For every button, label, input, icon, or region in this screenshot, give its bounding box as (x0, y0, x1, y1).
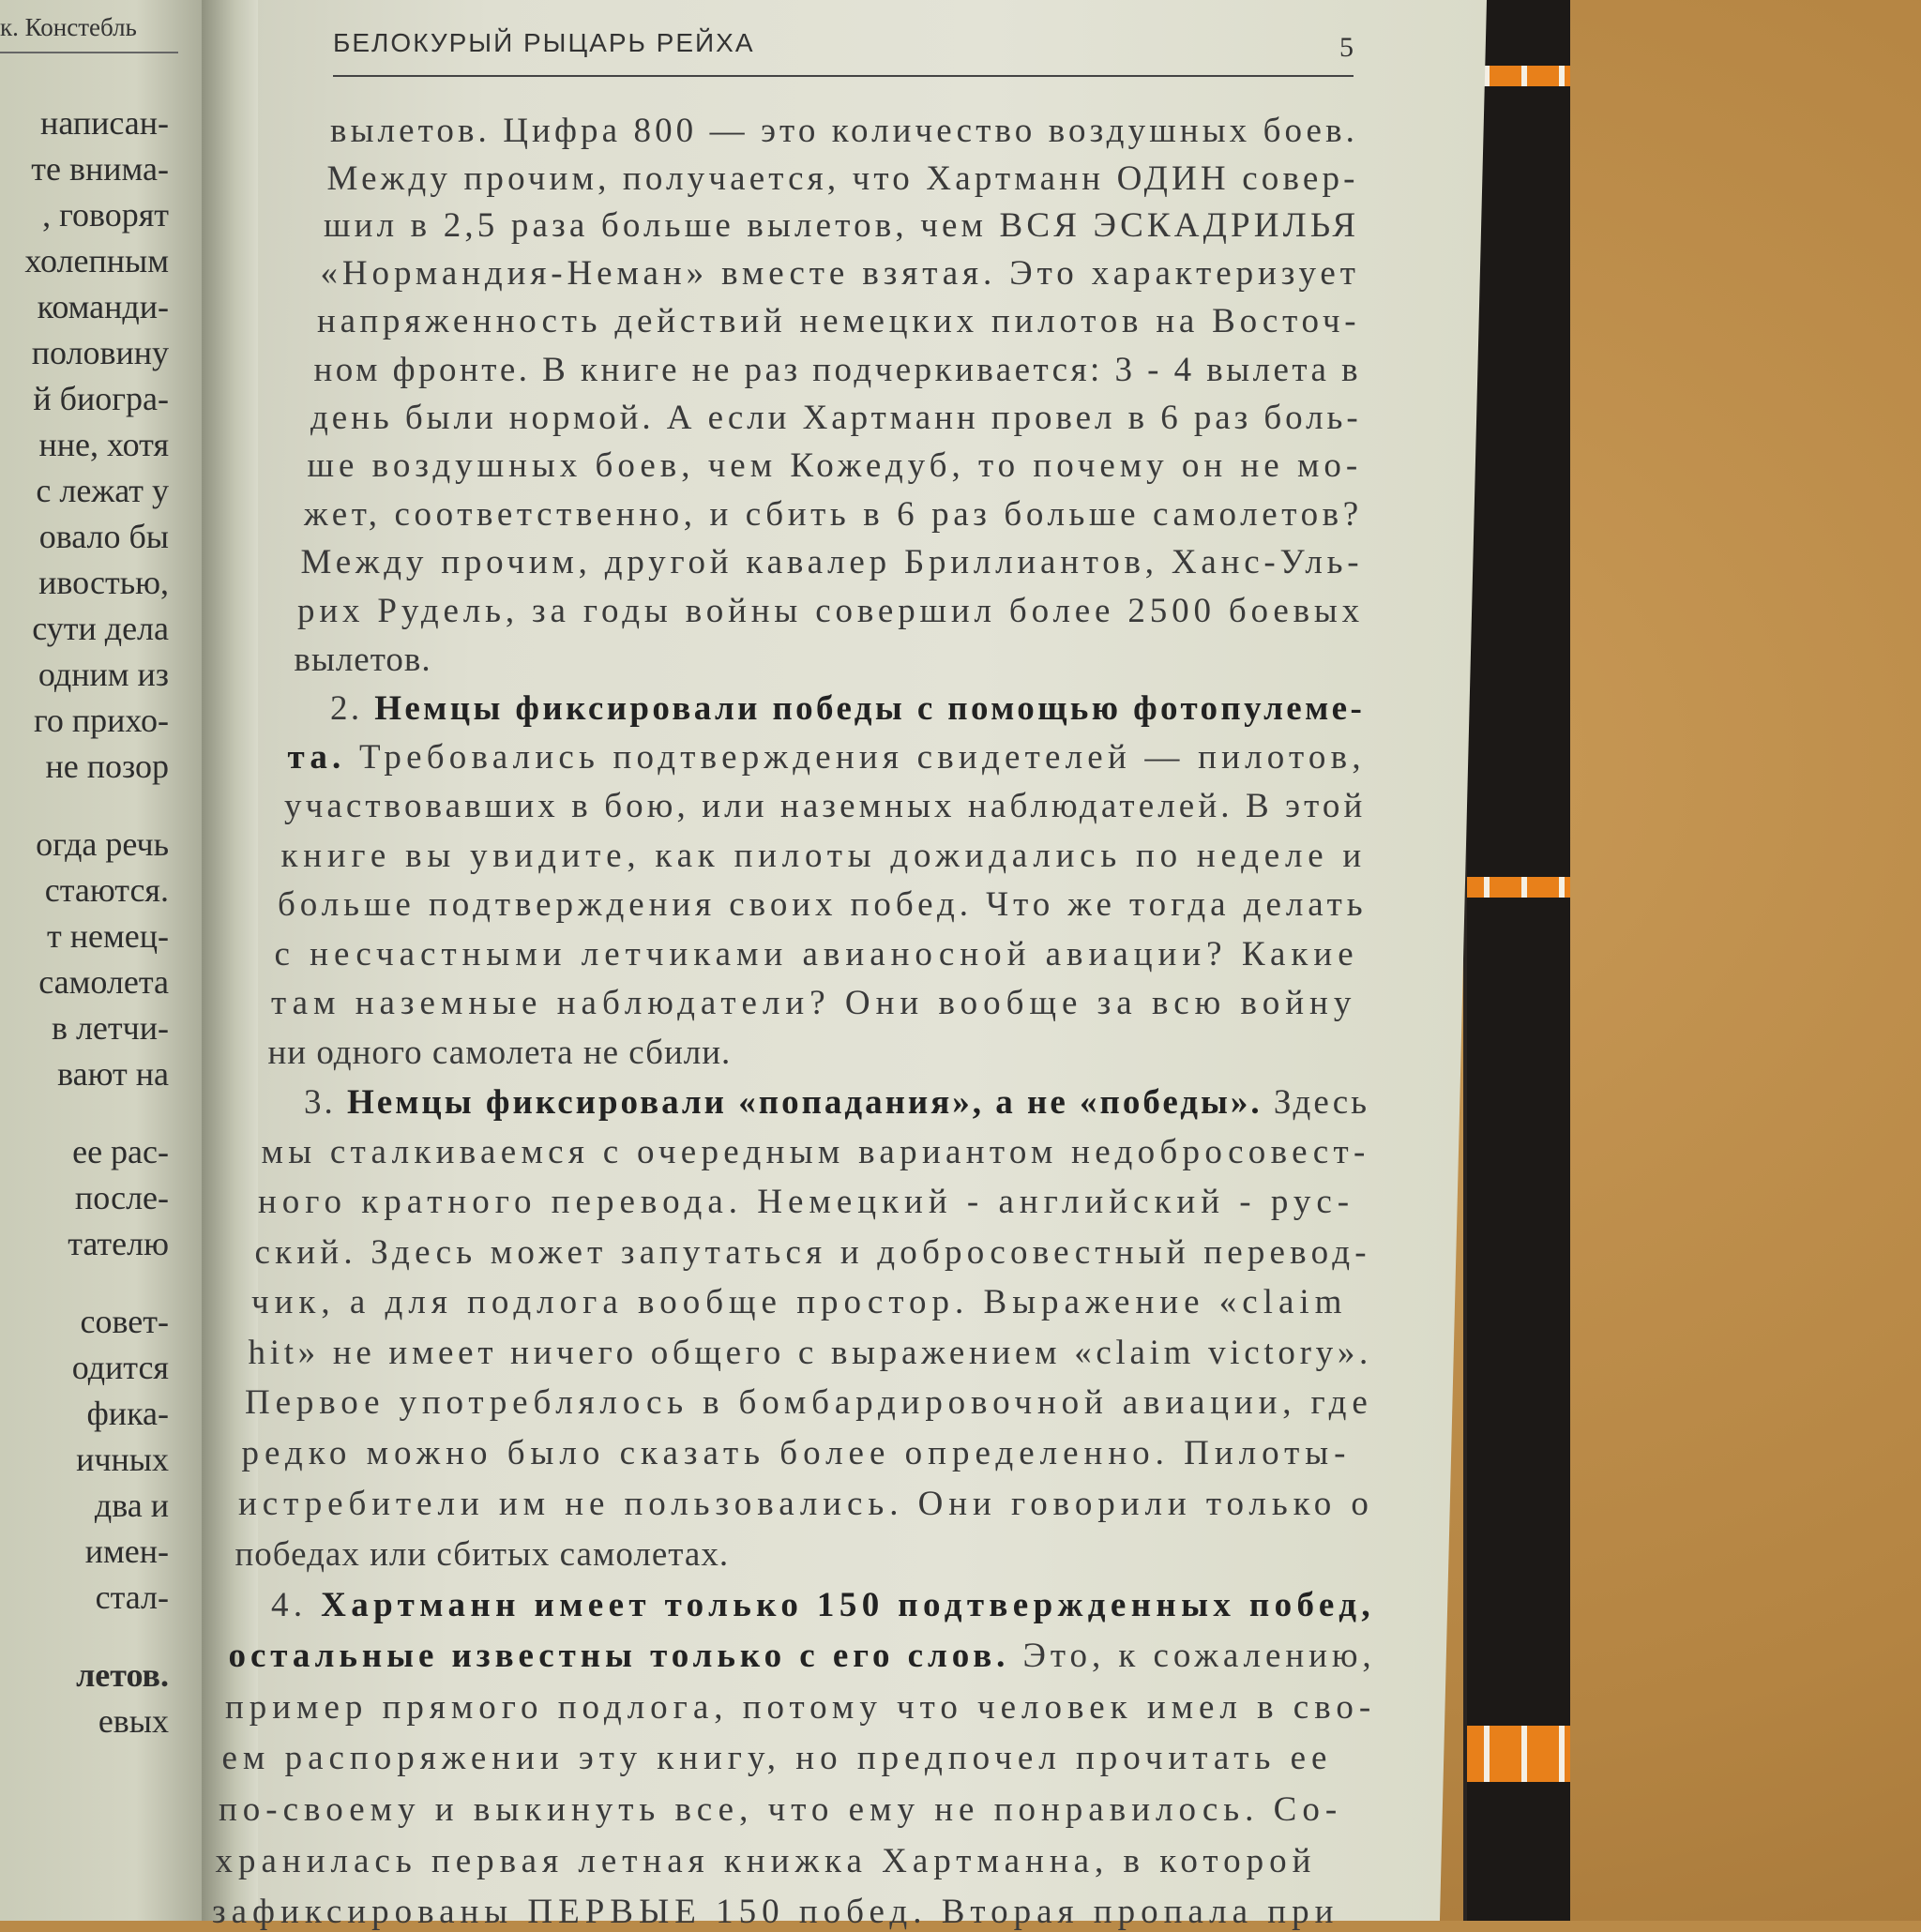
left-page-line: холепным (24, 242, 169, 279)
text-line (212, 1892, 1339, 1932)
line-text: 4. (271, 1586, 322, 1624)
running-title: БЕЛОКУРЫЙ РЫЦАРЬ РЕЙХА (333, 28, 755, 57)
text-line (297, 591, 1364, 631)
line-text: 2. (330, 688, 375, 728)
line-text: шил в 2,5 раза больше вылетов, чем ВСЯ ЭСКАДРИЛЬЯ (324, 206, 1360, 246)
line-text: ном фронте. В книге не раз подчеркивается: 3 - 4 вылета в (313, 350, 1361, 389)
left-page-line: написан- (40, 104, 169, 142)
text-line (330, 688, 1365, 729)
text-line (281, 836, 1368, 876)
left-page-line: стаются. (44, 871, 169, 909)
text-line (324, 205, 1359, 246)
left-page-line: летов. (76, 1656, 169, 1694)
bold-text: Немцы фиксировали «попадания», а не «победы». (347, 1083, 1263, 1122)
left-page-line: фика- (86, 1395, 169, 1432)
page-number: 5 (1339, 32, 1354, 63)
line-text: Между прочим, получается, что Хартманн ОДИН совер- (326, 158, 1359, 198)
line-text: «Нормандия-Неман» вместе взятая. Это характеризует (320, 254, 1360, 294)
bold-text: Хартманн имеет только 150 подтвержденных побед, (321, 1586, 1375, 1624)
text-line (284, 786, 1366, 826)
line-text: чик, а для подлога вообще простор. Выражение «claim (251, 1282, 1348, 1321)
line-text: там наземные наблюдатели? Они вообще за всю войну (271, 984, 1357, 1023)
left-page-line: после- (74, 1179, 169, 1216)
left-page-line: огда речь (36, 825, 169, 863)
text-line (255, 1232, 1371, 1273)
bold-text: остальные известны только с его слов. (228, 1637, 1010, 1676)
left-page-line: с лежат у (36, 472, 169, 509)
line-text: вылетов. Цифра 800 — это количество воздушных боев. (330, 112, 1358, 150)
text-line (321, 253, 1360, 294)
line-text: истребители им не пользовались. Они говорили только о (238, 1484, 1374, 1523)
line-text: жет, соответственно, и сбить в 6 раз больше самолетов? (304, 494, 1363, 534)
left-page-line: половину (31, 334, 169, 371)
left-page-line: ивостью, (38, 564, 169, 601)
text-line (268, 1033, 732, 1073)
line-text: Это, к сожалению, (1009, 1637, 1376, 1676)
line-text: пример прямого подлога, потому что человек имел в сво- (225, 1687, 1377, 1727)
left-page-line: , говорят (42, 196, 169, 234)
line-text: hit» не имеет ничего общего с выражением «claim victory». (248, 1333, 1372, 1372)
line-text: мы сталкиваемся с очередным вариантом недобросовест- (261, 1133, 1370, 1172)
left-page-line: самолета (38, 963, 169, 1001)
text-line (258, 1182, 1354, 1222)
left-page-line: одним из (38, 656, 169, 693)
left-page-line: нне, хотя (38, 426, 169, 463)
text-line (249, 1333, 1373, 1373)
line-text: ем распоряжении эту книгу, но предпочел прочитать ее (221, 1739, 1333, 1778)
text-line (301, 542, 1364, 582)
text-line (245, 1382, 1373, 1423)
left-page-line: т немец- (47, 917, 169, 955)
text-line (251, 1282, 1347, 1322)
line-text: участвовавших в бою, или наземных наблюдателей. В этой (284, 787, 1367, 826)
text-line (288, 737, 1366, 777)
text-line (317, 301, 1360, 341)
text-line (278, 884, 1368, 925)
text-line (216, 1841, 1317, 1881)
left-page-line: совет- (80, 1303, 169, 1340)
text-line (310, 398, 1362, 438)
text-line (271, 983, 1356, 1023)
text-line (271, 1585, 1375, 1625)
line-text: победах или сбитых самолетах. (234, 1534, 730, 1574)
left-page-line: сути дела (32, 610, 169, 647)
text-line (229, 1636, 1376, 1676)
bold-text: Немцы фиксировали победы с помощью фотопулеме- (374, 688, 1366, 728)
text-line (238, 1484, 1374, 1524)
line-text: 3. (304, 1083, 348, 1122)
line-text: с несчастными летчиками авианосной авиации? Какие (274, 934, 1359, 974)
text-line (330, 111, 1358, 151)
text-line (235, 1534, 730, 1575)
text-line (242, 1433, 1352, 1473)
line-text: по-своему и выкинуть все, что ему не понравилось. Со- (219, 1789, 1343, 1829)
left-page-line: имен- (84, 1532, 169, 1570)
text-line (304, 494, 1363, 535)
line-text: больше подтверждения своих побед. Что же тогда делать (278, 884, 1368, 924)
line-text: хранилась первая летная книжка Хартманна, в которой (215, 1841, 1317, 1880)
text-line (262, 1132, 1370, 1172)
line-text: Первое употреблялось в бомбардировочной авиации, где (245, 1383, 1373, 1423)
text-line (219, 1789, 1342, 1830)
text-line (314, 350, 1362, 390)
left-page-line: го прихо- (33, 702, 169, 739)
line-text: ни одного самолета не сбили. (267, 1034, 732, 1073)
line-text: ше воздушных боев, чем Кожедуб, то почему он не мо- (307, 446, 1363, 486)
text-line (304, 1082, 1369, 1123)
text-line (222, 1738, 1333, 1778)
left-page-header: к. Констебль (0, 13, 178, 53)
line-text: редко можно было сказать более определенно. Пилоты- (241, 1433, 1352, 1472)
line-text: Требовались подтверждения свидетелей — пилотов, (345, 737, 1366, 777)
line-text: книге вы увидите, как пилоты дожидались по неделе и (280, 836, 1367, 875)
left-page-line: одится (71, 1349, 169, 1386)
left-page-line: стал- (95, 1578, 169, 1616)
line-text: ский. Здесь может запутаться и добросовестный перевод- (254, 1232, 1371, 1272)
line-text: ного кратного перевода. Немецкий - английский - рус- (258, 1183, 1355, 1222)
left-page-line: овало бы (38, 518, 169, 555)
left-page-line: тателю (68, 1225, 169, 1262)
text-line (308, 445, 1363, 486)
text-line (225, 1687, 1376, 1728)
left-page-line: команди- (37, 288, 169, 325)
left-page-line: евых (98, 1702, 169, 1740)
left-page-line: два и (94, 1487, 169, 1524)
left-page-line: те внима- (31, 150, 169, 188)
left-page-line: не позор (45, 747, 169, 785)
bold-text: та. (287, 737, 346, 777)
left-page-line: й биогра- (33, 380, 169, 417)
line-text: Здесь (1262, 1083, 1369, 1122)
line-text: напряженность действий немецких пилотов на Восточ- (317, 302, 1361, 341)
text-line (295, 640, 431, 680)
left-page-line: ичных (76, 1441, 169, 1478)
left-page-line: в летчи- (51, 1009, 169, 1047)
line-text: рих Рудель, за годы войны совершил более 2500 боевых (297, 592, 1364, 630)
text-line (327, 158, 1359, 199)
line-text: день были нормой. А если Хартманн провел в 6 раз боль- (310, 398, 1362, 437)
line-text: вылетов. (294, 640, 431, 679)
line-text: Между прочим, другой кавалер Бриллиантов, Ханс-Уль- (300, 543, 1364, 582)
line-text: зафиксированы ПЕРВЫЕ 150 побед. Вторая пропала при (212, 1893, 1339, 1932)
left-page-line: ее рас- (72, 1133, 169, 1170)
text-line (275, 934, 1359, 974)
left-page-line: вают на (57, 1055, 169, 1093)
